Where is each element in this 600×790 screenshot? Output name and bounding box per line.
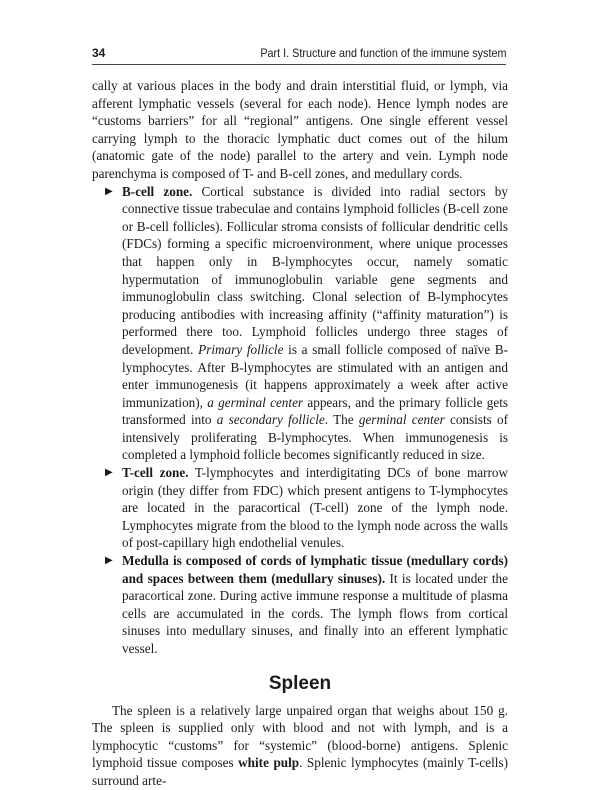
t-cell-zone-title: T-cell zone.	[122, 465, 189, 481]
right-triangle-bullet-icon: ▶	[105, 555, 113, 567]
medulla-text: It is located under the paracortical zone. During active immune response a multitude of plasma cells are accumulated in the cords. The lymph flows from cortical sinuses into medullary sinuses, and finally into an efferent lymphatic vessel.	[122, 570, 508, 656]
b-cell-zone-title: B-cell zone.	[122, 183, 193, 199]
secondary-follicle-term: a secondary follicle	[216, 412, 325, 428]
lymph-node-zones-list	[92, 183, 508, 658]
spleen-text: The spleen is a relatively large unpaired organ that weighs about 150 g. The spleen is supplied only with blood and not with lymph, and is a lymphocytic “customs” for “systemic” (blood-borne) antigens. Splenic lymphoid tissue composes	[92, 702, 508, 771]
right-triangle-bullet-icon: ▶	[105, 185, 113, 197]
list-item-b-cell-zone	[92, 183, 508, 465]
b-cell-zone-text-4: . The	[324, 412, 359, 428]
spleen-heading: Spleen	[268, 672, 332, 694]
white-pulp-term: white pulp	[238, 755, 300, 771]
list-item-t-cell-zone	[92, 464, 508, 552]
germinal-center-term-2: germinal center	[358, 412, 445, 428]
b-cell-zone-text: Cortical substance is divided into radial sectors by connective tissue trabeculae and contains lymphoid follicles (B-cell zone or B-cell follicles). Follicular stroma consists of follicular dendritic cells (FDCs) forming a specific microenvironment, where unique processes that happen only in B-lymphocytes occur, namely somatic hypermutation of immunoglobulin variable gene segments and immunoglobulin class switching. Clonal selection of B-lymphocytes producing antibodies with increasing affinity (“affinity maturation”) is performed there too. Lymphoid follicles undergo three stages of development.	[122, 183, 508, 357]
right-triangle-bullet-icon: ▶	[105, 467, 113, 479]
spleen-text-2: . Splenic lymphocytes (mainly T-cells) surround arte-	[92, 755, 508, 788]
page-number: 34	[92, 46, 106, 60]
primary-follicle-term: Primary follicle	[198, 341, 284, 357]
germinal-center-term: a germinal center	[207, 394, 304, 410]
t-cell-zone-text: T-lymphocytes and interdigitating DCs of bone marrow origin (they differ from FDC) which present antigens to T-lymphocytes are located in the paracortical (T-cell) zone of the lymph node. Lymphocytes migrate from the blood to the lymph node across the walls of post-capillary high endothelial venules.	[122, 465, 508, 551]
b-cell-zone-text-2: is a small follicle composed of naïve B-lymphocytes. After B-lymphocytes are stimulated with an antigen and enter immunogenesis (it happens approximately a week after active immunization),	[122, 341, 508, 410]
list-item-medulla	[92, 552, 508, 658]
spleen-paragraph	[92, 702, 508, 790]
intro-paragraph: cally at various places in the body and drain interstitial fluid, or lymph, via afferent lymphatic vessels (several for each node). Hence lymph nodes are “customs barriers” for all “regional” antigens. One single efferent vessel carrying lymph to the thoracic lymphatic duct comes out of the hilum (anatomic gate of the node) parallel to the artery and vein. Lymph node parenchyma is composed of T- and B-cell zones, and medullary cords.	[92, 78, 508, 181]
body-text	[92, 77, 508, 790]
medulla-title: Medulla is composed of cords of lymphatic tissue (medullary cords) and spaces between them (medullary sinuses).	[122, 553, 508, 586]
b-cell-zone-text-3: appears, and the primary follicle gets transformed into	[122, 394, 508, 428]
running-title: Part I. Structure and function of the immune system	[259, 46, 506, 60]
b-cell-zone-text-5: consists of intensively proliferating B-lymphocytes. When immunogenesis is completed a lymphoid follicle becomes significantly reduced in size.	[122, 412, 508, 463]
page-header	[92, 44, 506, 65]
